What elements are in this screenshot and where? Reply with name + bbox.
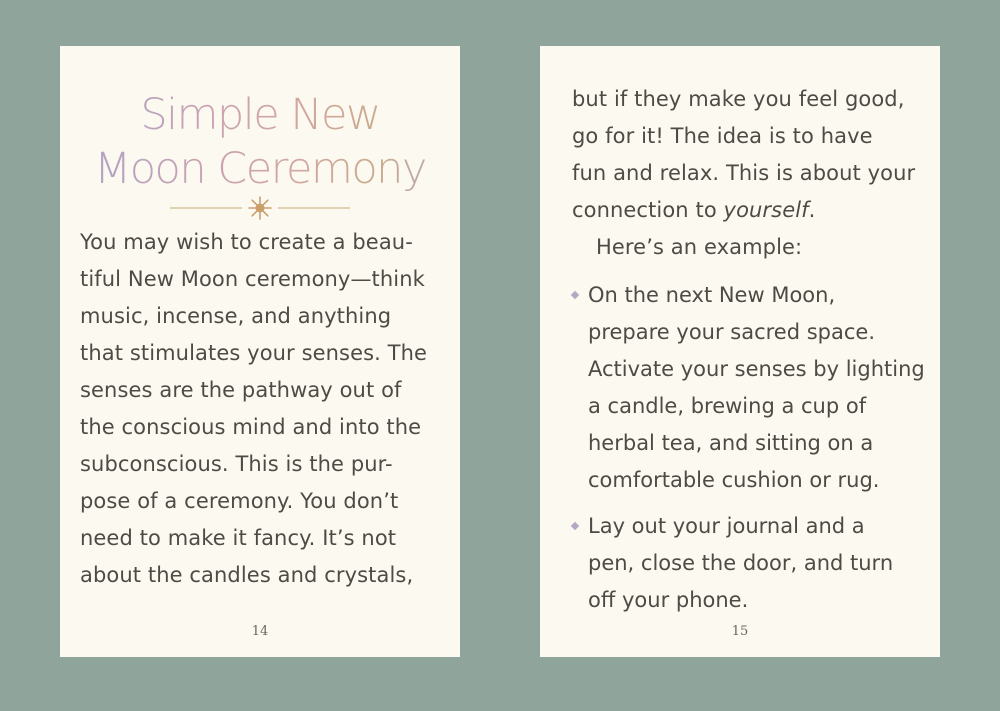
right-page [540, 46, 940, 657]
bullet-line: herbal tea, and sitting on a [588, 431, 874, 455]
bullet-item [588, 277, 925, 499]
page-title [60, 88, 460, 196]
text-line-emphasis [572, 192, 915, 229]
title-line-1: Simple New [60, 88, 460, 142]
bullet-line: comfortable cushion or rug. [588, 468, 880, 492]
text-line: You may wish to create a beau- [80, 230, 413, 254]
text-line: senses are the pathway out of [80, 378, 402, 402]
text-line: pose of a ceremony. You don’t [80, 489, 399, 513]
emphasis-word: yourself [723, 198, 809, 222]
text-line: go for it! The idea is to have [572, 124, 873, 148]
page-number: 14 [251, 624, 269, 639]
text-line: but if they make you feel good, [572, 87, 905, 111]
bullet-line: a candle, brewing a cup of [588, 394, 867, 418]
bullet-line: pen, close the door, and turn [588, 551, 894, 575]
bullet-line: On the next New Moon, [588, 283, 836, 307]
page-number: 15 [731, 624, 749, 639]
left-page [60, 46, 460, 657]
text-line: subconscious. This is the pur- [80, 452, 393, 476]
bullet-line: off your phone. [588, 588, 749, 612]
text-line: the conscious mind and into the [80, 415, 422, 439]
diamond-bullet-icon [571, 522, 579, 530]
bullet-item [588, 508, 893, 619]
bullet-line: Activate your senses by lighting [588, 357, 925, 381]
text-line: need to make it fancy. It’s not [80, 526, 397, 550]
text-line: fun and relax. This is about your [572, 161, 916, 185]
diamond-bullet-icon [571, 291, 579, 299]
bullet-line: prepare your sacred space. [588, 320, 876, 344]
text-line: tiful New Moon ceremony—think [80, 267, 425, 291]
text-prefix: connection to [572, 198, 724, 222]
title-line-2: Moon Ceremony [60, 142, 460, 196]
text-line: that stimulates your senses. The [80, 341, 428, 365]
text-line: music, incense, and anything [80, 304, 392, 328]
bullet-line: Lay out your journal and a [588, 514, 865, 538]
text-suffix: . [808, 198, 816, 222]
sun-star-icon [170, 196, 350, 220]
left-body-text [80, 224, 427, 594]
right-body-text [572, 81, 915, 266]
text-line: about the candles and crystals, [80, 563, 414, 587]
example-intro: Here’s an example: [596, 235, 803, 259]
